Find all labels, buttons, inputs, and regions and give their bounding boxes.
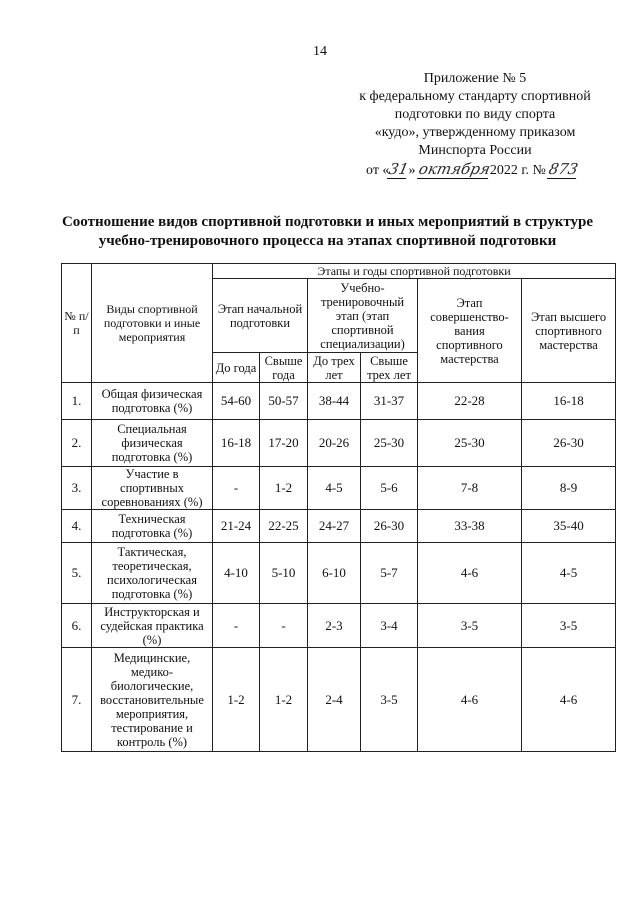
row-kind: Техническая подготовка (%) xyxy=(92,510,213,543)
value-cell: 31-37 xyxy=(361,383,418,420)
header-num: № п/п xyxy=(62,264,92,383)
training-ratio-table xyxy=(61,263,616,752)
value-cell: 8-9 xyxy=(522,467,616,510)
value-cell: 21-24 xyxy=(213,510,260,543)
row-number: 6. xyxy=(62,604,92,648)
header-over-three: Свыше трех лет xyxy=(361,353,418,383)
row-kind: Специальная физическая подготовка (%) xyxy=(92,420,213,467)
value-cell: 2-3 xyxy=(308,604,361,648)
row-kind: Тактическая, теоретическая, психологическая подготовка (%) xyxy=(92,543,213,604)
header-stage-initial: Этап начальной подготовки xyxy=(213,279,308,353)
header-stage-training: Учебно-тренировочный этап (этап спортивной специализации) xyxy=(308,279,418,353)
row-number: 3. xyxy=(62,467,92,510)
appendix-block xyxy=(330,70,620,160)
value-cell: 25-30 xyxy=(361,420,418,467)
value-cell: 3-5 xyxy=(522,604,616,648)
value-cell: 4-6 xyxy=(522,648,616,752)
value-cell: 50-57 xyxy=(260,383,308,420)
value-cell: 33-38 xyxy=(418,510,522,543)
header-until-year: До года xyxy=(213,353,260,383)
value-cell: 54-60 xyxy=(213,383,260,420)
header-stage-higher: Этап высшего спортивного мастерства xyxy=(522,279,616,383)
row-number: 5. xyxy=(62,543,92,604)
value-cell: 24-27 xyxy=(308,510,361,543)
row-number: 4. xyxy=(62,510,92,543)
table-row xyxy=(62,420,616,467)
value-cell: 25-30 xyxy=(418,420,522,467)
row-kind: Инструкторская и судейская практика (%) xyxy=(92,604,213,648)
value-cell: - xyxy=(213,604,260,648)
appendix-line: к федеральному стандарту спортивной xyxy=(359,89,591,104)
row-kind: Участие в спортивных соревнованиях (%) xyxy=(92,467,213,510)
order-close-quote: » xyxy=(408,163,416,178)
value-cell: - xyxy=(213,467,260,510)
appendix-title: Приложение № 5 xyxy=(423,71,527,86)
value-cell: 17-20 xyxy=(260,420,308,467)
value-cell: 26-30 xyxy=(522,420,616,467)
value-cell: 3-5 xyxy=(418,604,522,648)
value-cell: 4-6 xyxy=(418,543,522,604)
value-cell: 35-40 xyxy=(522,510,616,543)
header-stages: Этапы и годы спортивной подготовки xyxy=(213,264,616,279)
table-row xyxy=(62,383,616,420)
value-cell: 4-10 xyxy=(213,543,260,604)
row-kind: Медицинские, медико-биологические, восстановительные мероприятия, тестирование и контроль (%) xyxy=(92,648,213,752)
table-row xyxy=(62,648,616,752)
header-row xyxy=(62,264,616,279)
value-cell: 7-8 xyxy=(418,467,522,510)
value-cell: 22-25 xyxy=(260,510,308,543)
value-cell: 5-6 xyxy=(361,467,418,510)
row-number: 2. xyxy=(62,420,92,467)
value-cell: 4-5 xyxy=(308,467,361,510)
value-cell: 16-18 xyxy=(213,420,260,467)
value-cell: 26-30 xyxy=(361,510,418,543)
header-stage-perfection: Этап совершенство-вания спортивного мастерства xyxy=(418,279,522,383)
header-until-three: До трех лет xyxy=(308,353,361,383)
value-cell: 1-2 xyxy=(260,467,308,510)
value-cell: 4-5 xyxy=(522,543,616,604)
table-row xyxy=(62,543,616,604)
table-row xyxy=(62,604,616,648)
row-number: 7. xyxy=(62,648,92,752)
appendix-line: подготовки по виду спорта xyxy=(394,107,556,122)
row-number: 1. xyxy=(62,383,92,420)
value-cell: 3-5 xyxy=(361,648,418,752)
value-cell: 20-26 xyxy=(308,420,361,467)
page-number: 14 xyxy=(313,44,327,59)
table-row xyxy=(62,467,616,510)
value-cell: 1-2 xyxy=(213,648,260,752)
row-kind: Общая физическая подготовка (%) xyxy=(92,383,213,420)
value-cell: 3-4 xyxy=(361,604,418,648)
appendix-line: «кудо», утвержденному приказом xyxy=(374,125,576,140)
value-cell: 16-18 xyxy=(522,383,616,420)
value-cell: 6-10 xyxy=(308,543,361,604)
order-year: 2022 г. № xyxy=(489,163,546,178)
appendix-line: Минспорта России xyxy=(418,143,532,158)
value-cell: 38-44 xyxy=(308,383,361,420)
handwritten-number: 873 xyxy=(547,160,581,178)
handwritten-month: октября xyxy=(417,160,492,178)
value-cell: 1-2 xyxy=(260,648,308,752)
value-cell: 22-28 xyxy=(418,383,522,420)
title-line: учебно-тренировочного процесса на этапах спортивной подготовки xyxy=(98,233,557,249)
value-cell: - xyxy=(260,604,308,648)
header-over-year: Свыше года xyxy=(260,353,308,383)
title-line: Соотношение видов спортивной подготовки и иных мероприятий в структуре xyxy=(61,214,594,230)
document-title xyxy=(40,213,615,251)
header-kind: Виды спортивной подготовки и иные мероприятия xyxy=(92,264,213,383)
value-cell: 4-6 xyxy=(418,648,522,752)
value-cell: 2-4 xyxy=(308,648,361,752)
order-from: от « xyxy=(366,163,390,178)
value-cell: 5-7 xyxy=(361,543,418,604)
order-date-line xyxy=(366,160,616,179)
handwritten-day: 31 xyxy=(387,160,411,178)
table-row xyxy=(62,510,616,543)
value-cell: 5-10 xyxy=(260,543,308,604)
